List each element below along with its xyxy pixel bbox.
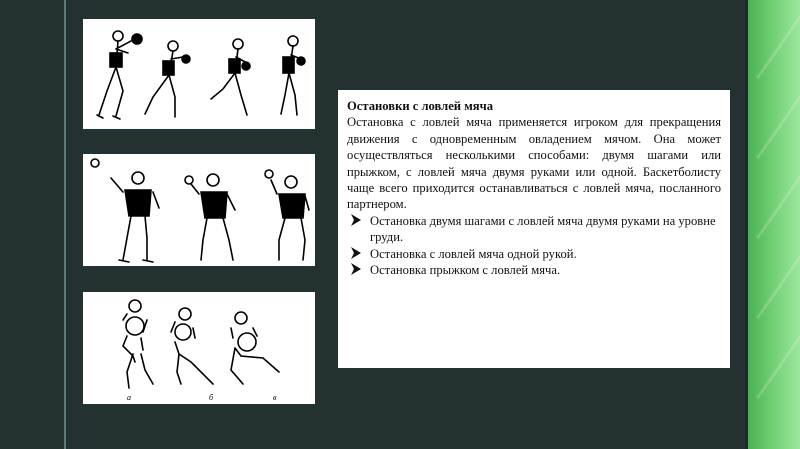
description-paragraph: Остановка с ловлей мяча применяется игроком для прекращения движения с одновременным овладением мячом. Она может осуществляться несколькими способами: двумя шагами или прыжком, с ловлей мяча двумя руками или одной. Баскетболисту чаще всего приходится останавливаться с ловлей мяча, посланного партнером. bbox=[347, 115, 721, 212]
jump-stop-players-icon bbox=[83, 292, 315, 404]
bullet-text: Остановка с ловлей мяча одной рукой. bbox=[370, 246, 577, 261]
caption-a: а bbox=[127, 393, 131, 402]
caption-v: в bbox=[273, 393, 277, 402]
list-item bbox=[347, 213, 721, 246]
arrowhead-bullet-icon bbox=[351, 214, 361, 226]
arrowhead-bullet-icon bbox=[351, 263, 361, 275]
catching-players-icon bbox=[83, 154, 315, 266]
list-item bbox=[347, 262, 721, 278]
bullet-text: Остановка прыжком с ловлей мяча. bbox=[370, 263, 561, 278]
bullet-text: Остановка двумя шагами с ловлей мяча двумя руками на уровне груди. bbox=[370, 213, 716, 245]
illustration-catching-players bbox=[83, 154, 315, 266]
running-players-icon bbox=[83, 19, 315, 129]
illustration-jump-stop-players bbox=[83, 292, 315, 404]
bullet-list bbox=[347, 213, 721, 279]
illustration-running-players bbox=[83, 19, 315, 129]
left-divider bbox=[64, 0, 66, 449]
section-heading: Остановки с ловлей мяча bbox=[347, 99, 493, 113]
text-panel bbox=[338, 90, 730, 368]
arrowhead-bullet-icon bbox=[351, 247, 361, 259]
caption-b: б bbox=[209, 393, 214, 402]
list-item bbox=[347, 246, 721, 262]
text-content bbox=[347, 98, 721, 278]
decorative-green-strip bbox=[748, 0, 800, 449]
